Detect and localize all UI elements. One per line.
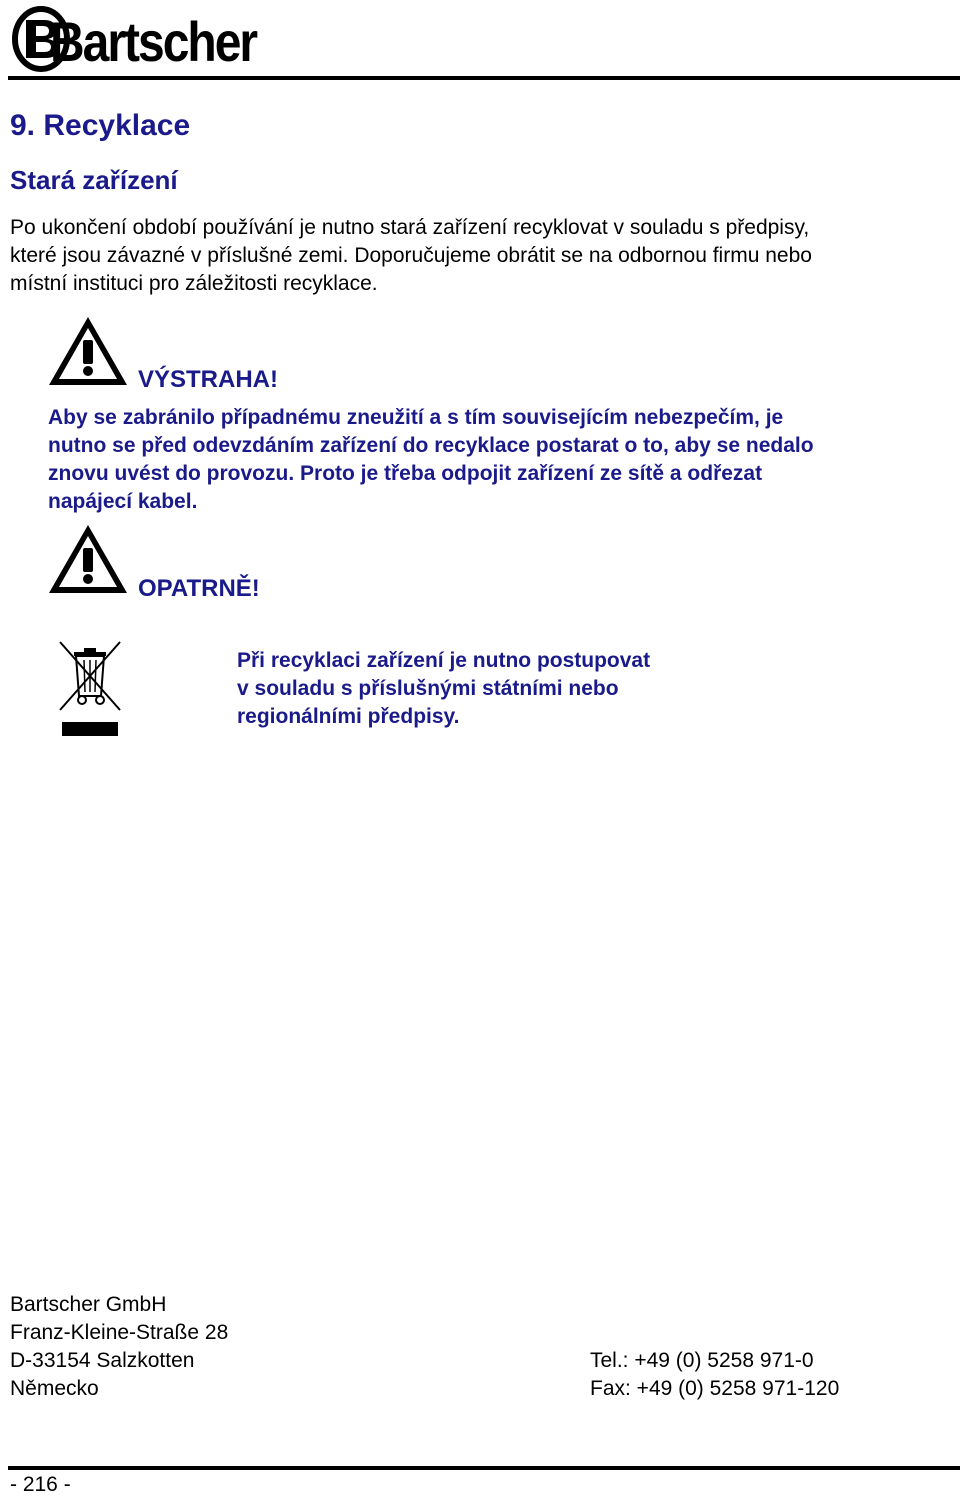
crossed-out-bin-icon [54, 640, 126, 738]
recycling-line: v souladu s příslušnými státními nebo [237, 677, 619, 700]
footer-country: Německo [10, 1377, 99, 1400]
section-subtitle: Stará zařízení [10, 165, 178, 195]
recycling-text [237, 647, 797, 731]
footer-fax: Fax: +49 (0) 5258 971-120 [590, 1377, 840, 1400]
warning-line: Aby se zabránilo případnému zneužití a s tím souvisejícím nebezpečím, je [48, 406, 784, 429]
caution-label: OPATRNĚ! [138, 575, 260, 602]
intro-line: Po ukončení období používání je nutno stará zařízení recyklovat v souladu s předpisy, [10, 216, 810, 239]
footer-divider [8, 1466, 960, 1470]
footer-tel: Tel.: +49 (0) 5258 971-0 [590, 1349, 814, 1372]
page-number: - 216 - [10, 1473, 71, 1496]
warning-triangle-icon [46, 522, 130, 596]
intro-line: které jsou závazné v příslušné zemi. Doporučujeme obrátit se na odbornou firmu nebo [10, 244, 812, 267]
footer-company: Bartscher GmbH [10, 1293, 167, 1316]
footer-street: Franz-Kleine-Straße 28 [10, 1321, 229, 1344]
footer-city: D-33154 Salzkotten [10, 1349, 195, 1372]
brand-logo [12, 4, 257, 74]
header-divider [8, 76, 960, 80]
warning-line: napájecí kabel. [48, 490, 198, 513]
warning-line: nutno se před odevzdáním zařízení do recyklace postarat o to, aby se nedalo [48, 434, 814, 457]
brand-name: Bartscher [50, 12, 257, 74]
warning-triangle-icon [46, 314, 130, 388]
recycling-line: Při recyklaci zařízení je nutno postupovat [237, 649, 651, 672]
warning-text [48, 404, 953, 516]
recycling-line: regionálními předpisy. [237, 705, 460, 728]
warning-line: znovu uvést do provozu. Proto je třeba odpojit zařízení ze sítě a odřezat [48, 462, 763, 485]
section-title: 9. Recyklace [10, 109, 191, 142]
intro-paragraph [10, 214, 950, 298]
warning-label: VÝSTRAHA! [138, 366, 279, 393]
intro-line: místní instituci pro záležitosti recyklace. [10, 272, 378, 295]
